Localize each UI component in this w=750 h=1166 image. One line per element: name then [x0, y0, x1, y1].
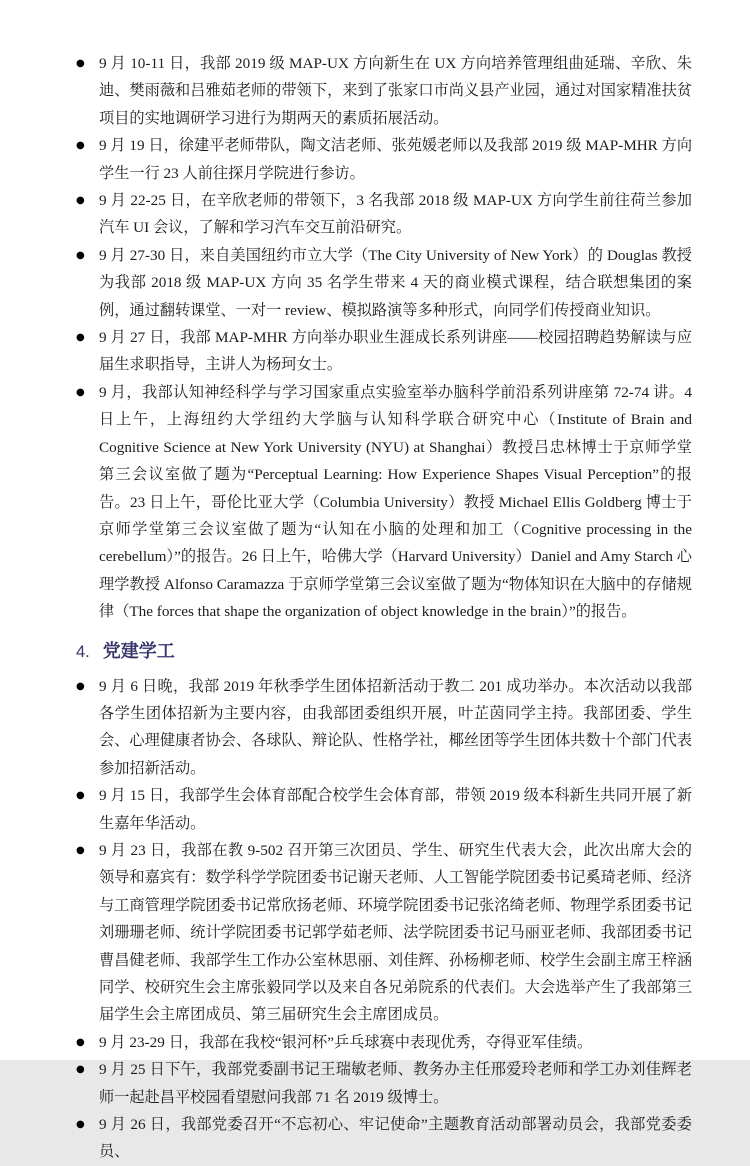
bullet-text: 9 月 27 日，我部 MAP-MHR 方向举办职业生涯成长系列讲座——校园招聘趋势解读与应届生求职指导，主讲人为杨珂女士。 — [99, 329, 692, 374]
party-bullet-list — [76, 673, 692, 1166]
bullet-item — [76, 673, 692, 783]
bullet-text: 9 月 25 日下午，我部党委副书记王瑞敏老师、教务办主任邢爱玲老师和学工办刘佳辉老师一起赴昌平校园看望慰问我部 71 名 2019 级博士。 — [99, 1061, 692, 1106]
bullet-text: 9 月 15 日，我部学生会体育部配合校学生会体育部，带领 2019 级本科新生共同开展了新生嘉年华活动。 — [99, 787, 692, 832]
bullet-item — [76, 837, 692, 1029]
bullet-icon: ● — [76, 195, 85, 207]
bullet-item — [76, 379, 692, 626]
section-number: 4. — [76, 642, 90, 661]
bullet-item — [76, 1029, 692, 1056]
bullet-text: 9 月 27-30 日，来自美国纽约市立大学（The City University of New York）的 Douglas 教授为我部 2018 级 MAP-UX 方向 35 名学生带来 4 天的商业模式课程，结合联想集团的案例，通过翻转课堂、一对一 review、模拟路演等多种形式，向同学们传授商业知识。 — [99, 246, 692, 319]
bullet-icon: ● — [76, 58, 85, 69]
bullet-icon: ● — [76, 1064, 85, 1076]
bullet-icon: ● — [76, 1119, 85, 1131]
continued-bullet-list — [76, 50, 692, 626]
bullet-icon: ● — [76, 1036, 85, 1048]
bullet-item — [76, 1056, 692, 1111]
bullet-text: 9 月 23 日，我部在教 9-502 召开第三次团员、学生、研究生代表大会，此次出席大会的领导和嘉宾有：数学科学学院团委书记谢天老师、人工智能学院团委书记奚琦老师、经济与工商管理学院团委书记常欣扬老师、环境学院团委书记张洺绮老师、物理学系团委书记刘珊珊老师、统计学院团委书记郭学茹老师、法学院团委书记马丽亚老师、我部团委书记曹昌健老师、我部学生工作办公室林思丽、刘佳辉、孙杨柳老师、校学生会副主席王梓涵同学、校研究生会主席张毅同学以及来自各兄弟院系的代表们。大会选举产生了我部第三届学生会主席团成员、第三届研究生会主席团成员。 — [99, 841, 692, 1024]
bullet-icon: ● — [76, 386, 85, 398]
bullet-text: 9 月 10-11 日，我部 2019 级 MAP-UX 方向新生在 UX 方向培养管理组曲延瑞、辛欣、朱迪、樊雨薇和吕雅茹老师的带领下，来到了张家口市尚义县产业园，通过对国家精准扶贫项目的实地调研学习进行为期两天的素质拓展活动。 — [99, 55, 692, 127]
section-title: 党建学工 — [102, 640, 175, 661]
bullet-item — [76, 187, 692, 242]
bullet-text: 9 月 6 日晚，我部 2019 年秋季学生团体招新活动于教二 201 成功举办。本次活动以我部各学生团体招新为主要内容，由我部团委组织开展，叶芷茵同学主持。我部团委、学生会、心理健康者协会、各球队、辩论队、性格学社，椰丝团等学生团体共数十个部门代表参加招新活动。 — [99, 677, 692, 777]
bullet-icon: ● — [76, 844, 85, 856]
bullet-text: 9 月，我部认知神经科学与学习国家重点实验室举办脑科学前沿系列讲座第 72-74 讲。4 日上午，上海纽约大学纽约大学脑与认知科学联合研究中心（Institute of Brain and Cognitive Science at New York University (NYU) at Shanghai）教授吕忠林博士于京师学堂第三会议室做了题为“Perceptual Learning: How Experience Shapes Visual Perception”的报告。23 日上午，哥伦比亚大学（Columbia University）教授 Michael Ellis Goldberg 博士于京师学堂第三会议室做了题为“认知在小脑的处理和加工（Cognitive processing in the cerebellum）”的报告。26 日上午，哈佛大学（Harvard University）Daniel and Amy Starch 心理学教授 Alfonso Caramazza 于京师学堂第三会议室做了题为“物体知识在大脑中的存储规律（The forces that shape the organization of object knowledge in the brain）”的报告。 — [99, 383, 692, 621]
bullet-text: 9 月 22-25 日，在辛欣老师的带领下，3 名我部 2018 级 MAP-UX 方向学生前往荷兰参加汽车 UI 会议，了解和学习汽车交互前沿研究。 — [99, 192, 692, 237]
bullet-item — [76, 242, 692, 324]
bullet-icon: ● — [76, 140, 85, 152]
bullet-item — [76, 324, 692, 379]
section-heading — [76, 639, 692, 664]
bullet-icon: ● — [76, 680, 85, 692]
bullet-item — [76, 132, 692, 187]
bullet-text: 9 月 26 日，我部党委召开“不忘初心、牢记使命”主题教育活动部署动员会，我部党委委员、 — [99, 1116, 692, 1161]
bullet-icon: ● — [76, 790, 85, 802]
bullet-icon: ● — [76, 249, 85, 261]
bullet-text: 9 月 19 日，徐建平老师带队，陶文洁老师、张苑媛老师以及我部 2019 级 MAP-MHR 方向学生一行 23 人前往探月学院进行参访。 — [99, 137, 692, 182]
bullet-text: 9 月 23-29 日，我部在我校“银河杯”乒乓球赛中表现优秀，夺得亚军佳绩。 — [99, 1033, 593, 1051]
bullet-item — [76, 50, 692, 132]
bullet-icon: ● — [76, 332, 85, 344]
bullet-item — [76, 1111, 692, 1166]
bullet-item — [76, 782, 692, 837]
